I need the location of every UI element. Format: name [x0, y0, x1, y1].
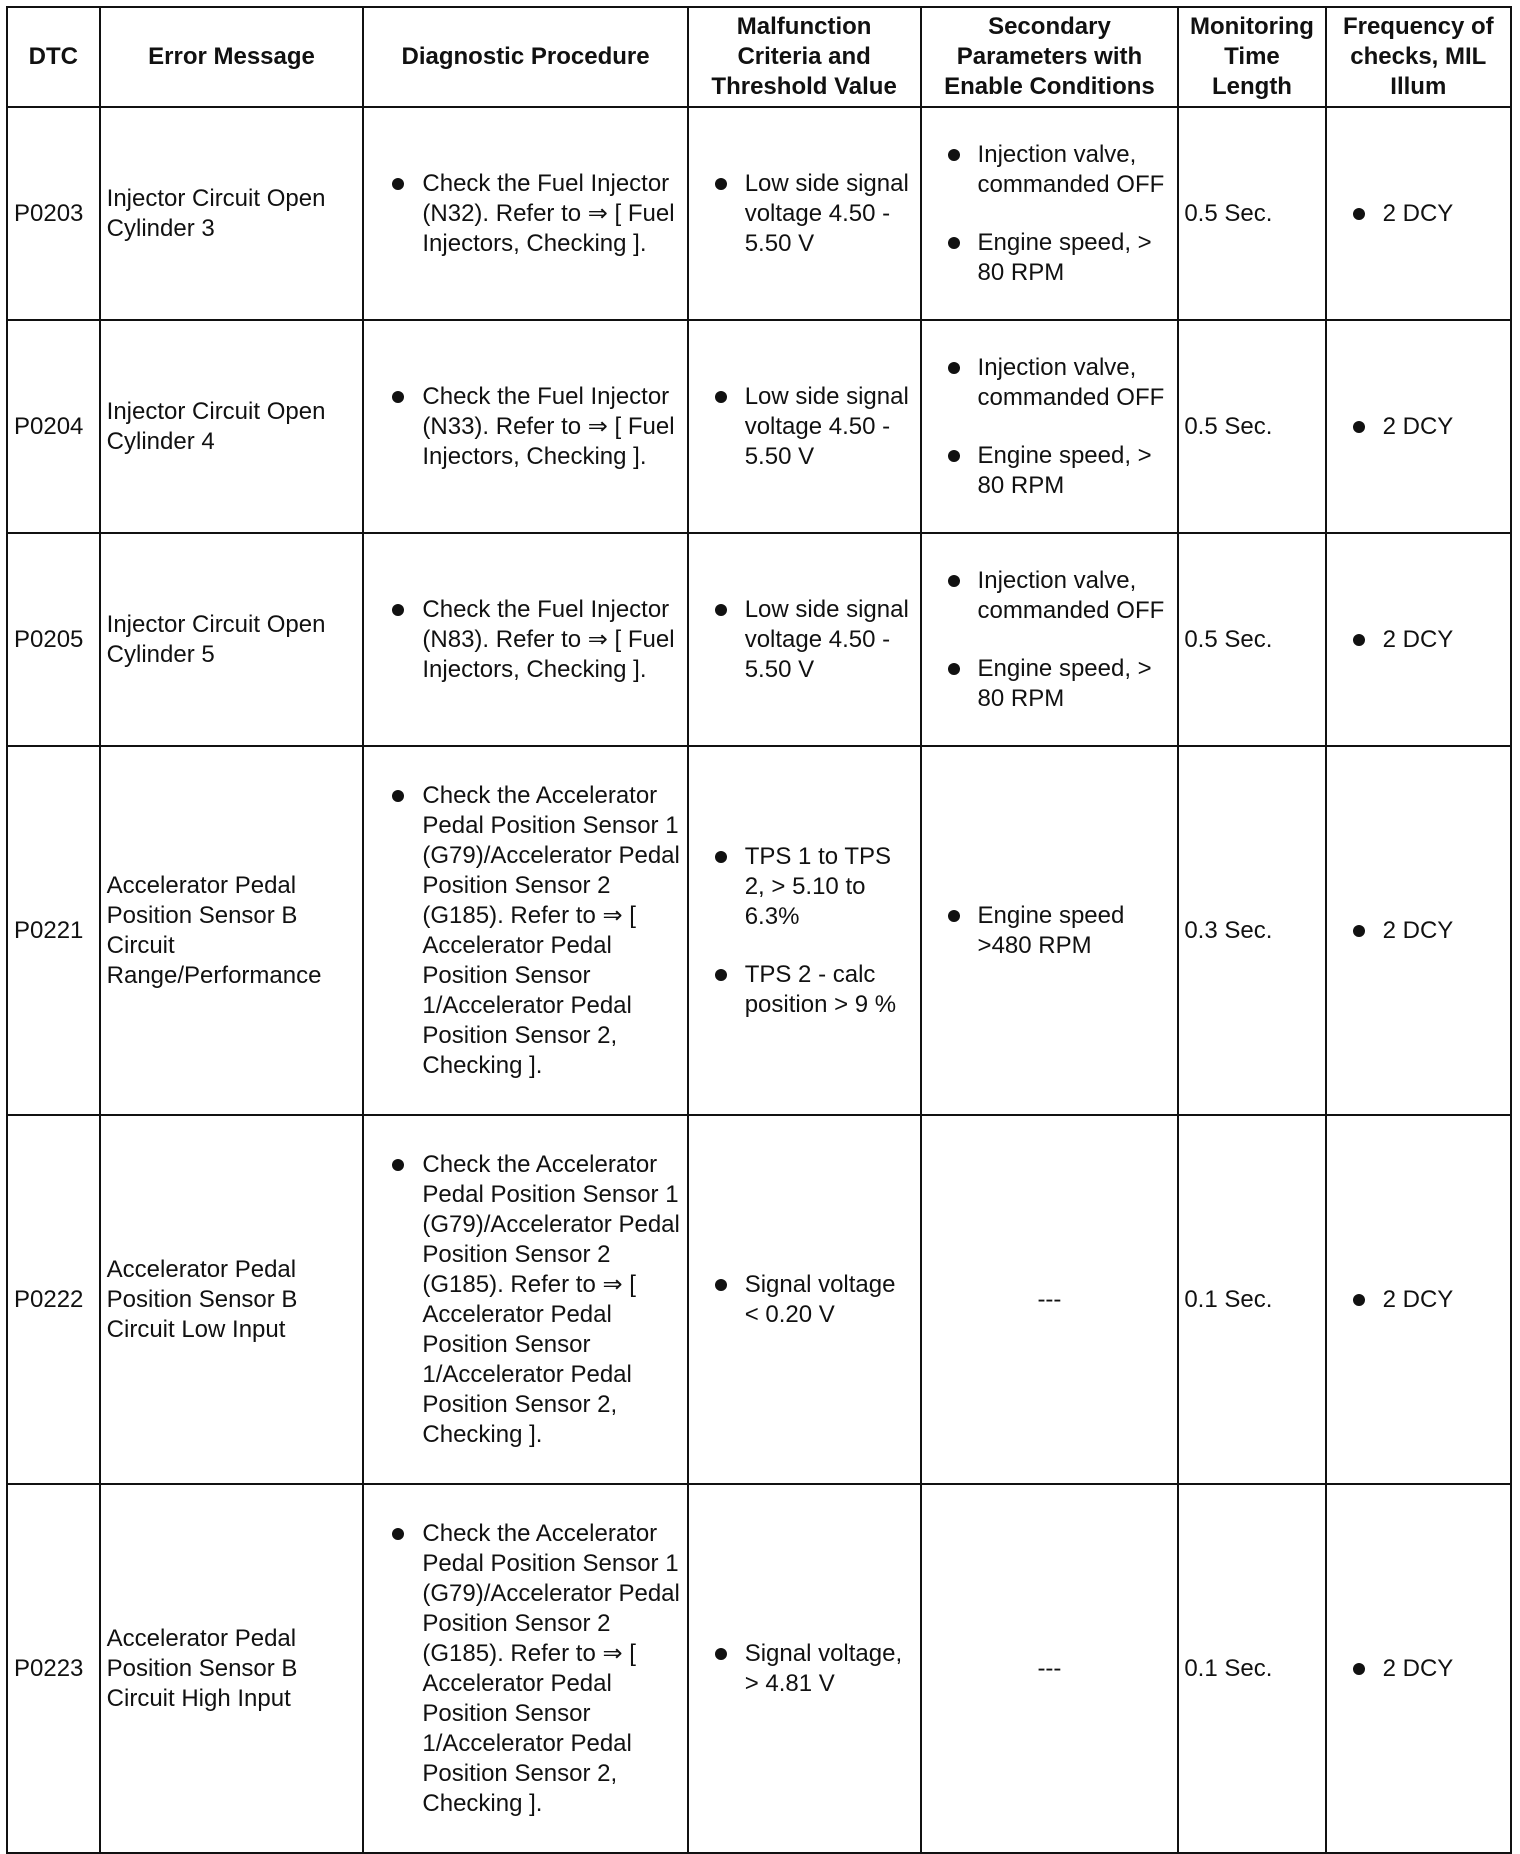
dtc-code: P0204: [7, 320, 100, 533]
frequency-item: 2 DCY: [1331, 199, 1504, 229]
secondary-parameter-item: Engine speed >480 RPM: [926, 901, 1172, 961]
dtc-code: P0223: [7, 1484, 100, 1853]
secondary-parameter-item: Engine speed, > 80 RPM: [926, 654, 1172, 714]
malfunction-criteria: [688, 320, 921, 533]
diagnostic-procedure: [363, 1115, 687, 1484]
frequency-item: 2 DCY: [1331, 1654, 1504, 1684]
frequency-of-checks: [1326, 1115, 1511, 1484]
frequency-of-checks: [1326, 320, 1511, 533]
frequency-of-checks: [1326, 746, 1511, 1115]
header-row: [7, 7, 1511, 107]
diagnostic-procedure-item: Check the Fuel Injector (N83). Refer to ⇒ [ Fuel Injectors, Checking ].: [368, 595, 680, 685]
malfunction-criteria: [688, 107, 921, 320]
header-malfunction-criteria: Malfunction Criteria and Threshold Value: [688, 7, 921, 107]
frequency-item: 2 DCY: [1331, 625, 1504, 655]
malfunction-criteria: [688, 1115, 921, 1484]
monitoring-time: 0.1 Sec.: [1178, 1115, 1325, 1484]
table-row: [7, 1484, 1511, 1853]
diagnostic-procedure: [363, 533, 687, 746]
secondary-parameter-item: Engine speed, > 80 RPM: [926, 228, 1172, 288]
malfunction-criteria: [688, 533, 921, 746]
error-message: Accelerator Pedal Position Sensor B Circuit Range/Performance: [100, 746, 364, 1115]
table-row: [7, 746, 1511, 1115]
error-message: Injector Circuit Open Cylinder 5: [100, 533, 364, 746]
table-row: [7, 533, 1511, 746]
malfunction-criteria-item: Signal voltage < 0.20 V: [693, 1270, 914, 1330]
dtc-code: P0203: [7, 107, 100, 320]
diagnostic-procedure-item: Check the Accelerator Pedal Position Sensor 1 (G79)/Accelerator Pedal Position Sensor 2 (G185). Refer to ⇒ [ Accelerator Pedal Position Sensor 1/Accelerator Pedal Position Sensor 2, Checking ].: [368, 1150, 680, 1450]
diagnostic-procedure-item: Check the Accelerator Pedal Position Sensor 1 (G79)/Accelerator Pedal Position Sensor 2 (G185). Refer to ⇒ [ Accelerator Pedal Position Sensor 1/Accelerator Pedal Position Sensor 2, Checking ].: [368, 781, 680, 1081]
monitoring-time: 0.5 Sec.: [1178, 107, 1325, 320]
frequency-of-checks: [1326, 533, 1511, 746]
malfunction-criteria-item: TPS 1 to TPS 2, > 5.10 to 6.3%: [693, 842, 914, 932]
dtc-code: P0205: [7, 533, 100, 746]
table-row: [7, 107, 1511, 320]
header-monitoring-time: Monitoring Time Length: [1178, 7, 1325, 107]
malfunction-criteria: [688, 1484, 921, 1853]
frequency-of-checks: [1326, 107, 1511, 320]
header-dtc: DTC: [7, 7, 100, 107]
table-row: [7, 320, 1511, 533]
header-frequency: Frequency of checks, MIL Illum: [1326, 7, 1511, 107]
frequency-item: 2 DCY: [1331, 1285, 1504, 1315]
dtc-code: P0222: [7, 1115, 100, 1484]
secondary-parameters: [921, 746, 1179, 1115]
diagnostic-procedure-item: Check the Fuel Injector (N33). Refer to ⇒ [ Fuel Injectors, Checking ].: [368, 382, 680, 472]
error-message: Accelerator Pedal Position Sensor B Circuit High Input: [100, 1484, 364, 1853]
frequency-item: 2 DCY: [1331, 916, 1504, 946]
dtc-code: P0221: [7, 746, 100, 1115]
diagnostic-procedure-item: Check the Fuel Injector (N32). Refer to ⇒ [ Fuel Injectors, Checking ].: [368, 169, 680, 259]
error-message: Accelerator Pedal Position Sensor B Circuit Low Input: [100, 1115, 364, 1484]
malfunction-criteria-item: Low side signal voltage 4.50 - 5.50 V: [693, 595, 914, 685]
secondary-parameter-item: Injection valve, commanded OFF: [926, 140, 1172, 200]
monitoring-time: 0.5 Sec.: [1178, 320, 1325, 533]
header-error-message: Error Message: [100, 7, 364, 107]
malfunction-criteria-item: Signal voltage, > 4.81 V: [693, 1639, 914, 1699]
diagnostic-procedure: [363, 320, 687, 533]
secondary-parameter-item: Engine speed, > 80 RPM: [926, 441, 1172, 501]
diagnostic-procedure: [363, 107, 687, 320]
monitoring-time: 0.1 Sec.: [1178, 1484, 1325, 1853]
secondary-parameters-none: ---: [921, 1115, 1179, 1484]
diagnostic-procedure-item: Check the Accelerator Pedal Position Sensor 1 (G79)/Accelerator Pedal Position Sensor 2 (G185). Refer to ⇒ [ Accelerator Pedal Position Sensor 1/Accelerator Pedal Position Sensor 2, Checking ].: [368, 1519, 680, 1819]
header-secondary-parameters: Secondary Parameters with Enable Conditions: [921, 7, 1179, 107]
monitoring-time: 0.5 Sec.: [1178, 533, 1325, 746]
diagnostic-procedure: [363, 1484, 687, 1853]
secondary-parameters: [921, 320, 1179, 533]
secondary-parameters: [921, 533, 1179, 746]
frequency-item: 2 DCY: [1331, 412, 1504, 442]
secondary-parameter-item: Injection valve, commanded OFF: [926, 353, 1172, 413]
table-row: [7, 1115, 1511, 1484]
secondary-parameter-item: Injection valve, commanded OFF: [926, 566, 1172, 626]
malfunction-criteria-item: TPS 2 - calc position > 9 %: [693, 960, 914, 1020]
error-message: Injector Circuit Open Cylinder 3: [100, 107, 364, 320]
header-diagnostic-procedure: Diagnostic Procedure: [363, 7, 687, 107]
malfunction-criteria-item: Low side signal voltage 4.50 - 5.50 V: [693, 169, 914, 259]
error-message: Injector Circuit Open Cylinder 4: [100, 320, 364, 533]
malfunction-criteria: [688, 746, 921, 1115]
secondary-parameters: [921, 107, 1179, 320]
monitoring-time: 0.3 Sec.: [1178, 746, 1325, 1115]
diagnostic-procedure: [363, 746, 687, 1115]
malfunction-criteria-item: Low side signal voltage 4.50 - 5.50 V: [693, 382, 914, 472]
dtc-table: [6, 6, 1512, 1854]
frequency-of-checks: [1326, 1484, 1511, 1853]
secondary-parameters-none: ---: [921, 1484, 1179, 1853]
